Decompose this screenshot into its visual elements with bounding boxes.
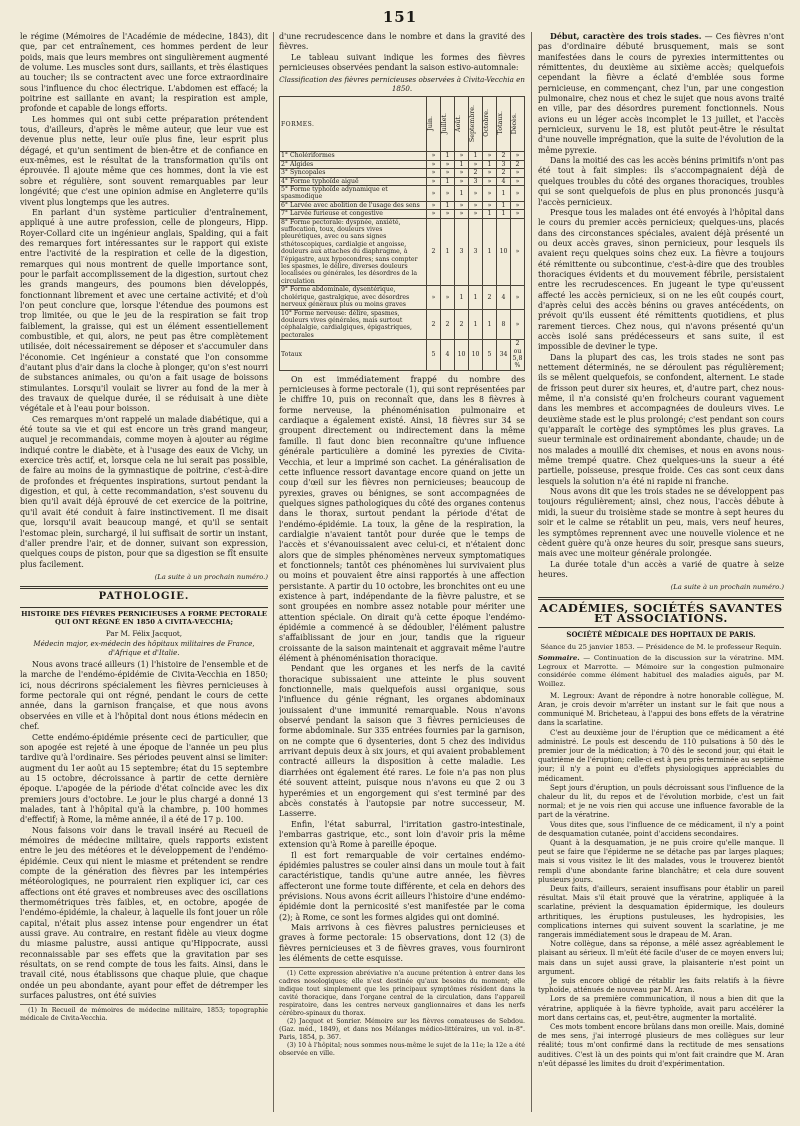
paragraph: Dans la moitié des cas les accès bénins primitifs n'ont pas été tout à fait simples: ils s'accompagnaient déjà de quelques troubles du côté des organes thoraciques, troubles qui se sont quelquefois de plus en plus prononcés jusqu'à l'accès pernicieux. xyxy=(538,156,784,207)
table-cell: 1° Cholériformes xyxy=(280,152,427,160)
table-cell: » xyxy=(469,160,483,168)
paragraph: Dans la plupart des cas, les trois stades ne sont pas nettement déterminés, ne se déroulent pas régulièrement; ils se mêlent quelquefois, se confondent, alternent. Le stade de frisson peut durer six heures, et, d'autre part, chez nous-même, il n'a consisté qu'en frolcheurs courant vaguement dans les membres et accompagnées de douleurs vives. Le deuxième stade est le plus prolongé; c'est pendant son cours qu'apparaît le cortège des symptômes les plus graves. La sueur terminale est ordinairement abondante, chaude; un de nos malades a mouillé dix chemises, et nous en avons nous-même trempé quatre. Chez quelques-uns la sueur a été partielle, poisseuse, presque froide. Ces cas sont ceux dans lesquels la solution n'a été ni rapide ni franche. xyxy=(538,352,784,486)
table-cell: 10° Forme nerveuse: délire, spasmes, douleurs vives générales, mais surtout céphalalgie, cardialgiques, épigastriques, pectorales xyxy=(280,309,427,340)
table-cell: » xyxy=(441,186,455,202)
paragraph: Mais arrivons à ces fièvres palustres pernicieuses et graves à forme pectorale: 15 observations, dont 12 (3) de fièvres pernicieuses et 3 de fièvres graves, vous fourniront les éléments de cette esquisse. xyxy=(279,922,525,963)
column-header: Juillet. xyxy=(441,97,455,152)
table-cell: » xyxy=(469,210,483,218)
table-cell: » xyxy=(483,186,497,202)
column-header: Octobre. xyxy=(483,97,497,152)
table-cell: » xyxy=(511,218,525,286)
paragraph: Lors de sa première communication, il nous a bien dit que la vératrine, appliquée à la fièvre typhoïde, avait paru accélérer la mort dans certains cas, et, peut-être, augmenter la mortalité. xyxy=(538,995,784,1022)
column-header: Totaux. xyxy=(497,97,511,152)
table-cell: » xyxy=(511,169,525,177)
table-cell: » xyxy=(455,177,469,185)
table-cell: 2° Algides xyxy=(280,160,427,168)
table-cell: 1 xyxy=(441,218,455,286)
paragraph: La durée totale d'un accès a varié de quatre à seize heures. xyxy=(538,559,784,579)
table-cell: 1 xyxy=(455,186,469,202)
table-cell: » xyxy=(427,286,441,309)
continuation-note: (La suite à un prochain numéro.) xyxy=(670,583,784,592)
table-cell: » xyxy=(427,186,441,202)
paragraph: Les hommes qui ont subi cette préparation prétendent tous, d'ailleurs, d'après le même auteur, que leur vue est devenue plus nette, leur ouïe plus fine, leur esprit plus dégagé, et qu'un sentiment de bien-être et de confiance en eux-mêmes, est le résultat de la transformation qu'ils ont éprouvée. Il ajoute même que ces hommes, dont la vie est sobre et régulière, sont souvent remarquables par leur longévité; que c'est une opinion admise en Angleterre qu'ils vivent plus longtemps que les autres. xyxy=(20,114,268,207)
table-cell: » xyxy=(427,169,441,177)
table-cell: » xyxy=(511,286,525,309)
table-cell: 1 xyxy=(483,160,497,168)
table-cell: » xyxy=(427,210,441,218)
footnotes xyxy=(279,967,525,1058)
table-cell: » xyxy=(427,160,441,168)
table-cell: » xyxy=(511,309,525,340)
table-cell: 1 xyxy=(497,201,511,209)
paragraph: En parlant d'un système particulier d'entraînement, appliqué à une autre profession, celle de plongeurs, Hipp. Royer-Collard cite un ingénieur anglais, Spalding, qui a fait des remarques fort intéressantes sur le rapport qui existe entre l'activité de la respiration et celle de la digestion, remarques qui nous montrent de quelle importance sont, pour le parfait accomplissement de la digestion, surtout chez les grands mangeurs, des poumons bien développés, fonctionnant librement et avec une certaine activité; et d'où l'on peut conclure que, lorsque l'étendue des poumons est trop limitée, ou que le jeu de la respiration se fait trop faiblement, la graisse, qui est un élément essentiellement combustible, et qui, alors, ne peut pas être complètement utilisée, doit nécessairement se déposer et s'accumuler dans l'économie. Cet ingénieur a constaté que l'on consomme d'autant plus d'air dans la cloche à plonger, qu'on s'est nourri de substances animales, ou qu'on a fait usage de boissons stimulantes. Lorsqu'il voulait se livrer au fond de la mer à des travaux de quelque durée, il se réduisait à une diète végétale et à l'eau pour boisson. xyxy=(20,207,268,414)
table-cell: » xyxy=(511,210,525,218)
table-cell: » xyxy=(511,152,525,160)
article-title: HISTOIRE DES FIÈVRES PERNICIEUSES A FORME PECTORALE QUI ONT RÉGNÉ EN 1850 A CIVITA-VECCHIA; xyxy=(21,609,267,627)
table-cell: » xyxy=(455,210,469,218)
paragraph: Nous avons tracé ailleurs (1) l'histoire de l'ensemble et de la marche de l'endémo-épidémie de Civita-Vecchia en 1850; ici, nous décrirons spécialement les fièvres pernicieuses à forme pectorale qui ont régné, pendant le cours de cette année, dans la garnison française, et que nous avons observées en ville et à l'hôpital dont nous étions médecin en chef. xyxy=(20,660,268,732)
paragraph: Quant à la desquamation, je ne puis croire qu'elle manque. Il peut se faire que l'épiderme ne se détache pas par larges plaques; mais si vous visitez le lit des malades, vous le trouverez bientôt rempli d'une abondante farine blanchâtre; et cela dure souvent plusieurs jours. xyxy=(538,839,784,884)
column-rule-left xyxy=(273,32,274,1112)
column-header: Juin. xyxy=(427,97,441,152)
table-cell: 1 xyxy=(483,218,497,286)
table-cell: 2 xyxy=(497,152,511,160)
table-row xyxy=(280,309,525,340)
column-header: Août. xyxy=(455,97,469,152)
section-divider xyxy=(20,607,268,608)
section-title-pathologie: PATHOLOGIE. xyxy=(98,591,190,603)
column-header-formes: FORMES. xyxy=(280,97,427,152)
footnote: (3) 10 à l'hôpital; nous sommes nous-même le sujet de la 11e; la 12e a été observée en ville. xyxy=(279,1042,525,1058)
table-cell: 10 xyxy=(497,218,511,286)
table-cell: 2 xyxy=(497,169,511,177)
footnote: (1) Cette expression abréviative n'a aucune prétention à entrer dans les cadres nosologiques; elle n'est destinée qu'aux besoins du moment; elle indique tout simplement que les principaux symptômes résident dans la cavité thoracique, dans l'organe central de la circulation, dans l'appareil respiratoire, dans les centres nerveux ganglionnaires et dans les nerfs cérébro-spinaux du thorax. xyxy=(279,970,525,1018)
table-cell: 4 xyxy=(441,340,455,371)
table-cell: 1 xyxy=(455,160,469,168)
table-cell: » xyxy=(441,210,455,218)
table-row xyxy=(280,152,525,160)
table-cell: 1 xyxy=(455,286,469,309)
paragraph: Ces remarques m'ont rappelé un malade diabétique, qui a été toute sa vie et qui est encore un très grand mangeur, auquel je recommandais, comme moyen à ajouter au régime indiqué contre le diabète, et à l'usage des eaux de Vichy, un exercice très actif, et, lorsque cela ne lui serait pas possible, de faire au moins de la gymnastique de poitrine, c'est-à-dire de profondes et fréquentes inspirations, surtout pendant la digestion, et qui, à cette recommandation, s'est souvenu du bien qu'il avait déjà éprouvé de cet exercice de la poitrine, qu'il avait été conduit à faire instinctivement. Il me disait que, lorsqu'il avait beaucoup mangé, et qu'il se sentait l'estomac plein, surchargé, il lui suffisait de sortir un instant, d'aller prendre l'air, et de donner, suivant son expression, quelques coups de piston, pour que sa digestion se fît ensuite plus facilement. xyxy=(20,414,268,569)
table-cell: » xyxy=(427,177,441,185)
paragraph: Sept jours d'éruption, un pouls décroissant sous l'influence de la chaleur du lit, du repos et de l'évolution morbide, c'est un fait normal; et je ne vois rien qui accuse une influence favorable de la part de la vératrine. xyxy=(538,783,784,820)
table-cell: 3 xyxy=(469,177,483,185)
table-cell: 2 xyxy=(483,286,497,309)
table-row xyxy=(280,169,525,177)
table-row xyxy=(280,218,525,286)
table-cell: 10 xyxy=(455,340,469,371)
table-cell: 2 xyxy=(441,309,455,340)
paragraph: Ces mots tombent encore brûlans dans mon oreille. Mais, dominé de mes sens, j'ai interrogé plusieurs de mes collègues sur leur réalité; tous m'ont confirmé dans la rectitude de mes sensations auditives. C'est là un des points qui m'ont fait craindre que M. Aran n'eût dépassé les limites du droit d'expérimentation. xyxy=(538,1023,784,1068)
column-left xyxy=(20,32,268,1114)
table-cell: 1 xyxy=(469,286,483,309)
paragraph: Cette endémo-épidémie présente ceci de particulier, que son apogée est rejeté à une époque de l'année un peu plus tardive qu'à l'ordinaire. Ses périodes peuvent ainsi se limiter: augment du 1er août au 15 septembre; état du 15 septembre au 15 octobre, décroissance à partir de cette dernière époque. L'apogée de la période d'état coïncide avec les dix premiers jours d'octobre. Le jour le plus chargé a donné 13 malades, tant à l'hôpital qu'à la chambre, p. 100 hommes d'effectif; à Rome, la même année, il a été de 17 p. 100. xyxy=(20,732,268,825)
paragraph: d'une recrudescence dans le nombre et dans la gravité des fièvres. xyxy=(279,32,525,52)
table-cell: 34 xyxy=(497,340,511,371)
paragraph: le régime (Mémoires de l'Académie de médecine, 1843), dit que, par cet entraînement, ces hommes perdent de leur poids, mais que leurs membres ont singulièrement augmenté de volume. Les muscles sont durs, saillants, et très élastiques au toucher; ils se contractent avec une force extraordinaire sous l'influence du choc électrique. L'abdomen est effacé; la poitrine est saillante en avant; la respiration est ample, profonde et capable de longs efforts. xyxy=(20,32,268,114)
table-cell: 1 xyxy=(469,309,483,340)
table-cell: 6° Larvée avec abolition de l'usage des sens xyxy=(280,201,427,209)
section-divider xyxy=(538,627,784,628)
table-caption: Classification des fièvres pernicieuses observées à Civita-Vecchia en 1850. xyxy=(279,75,525,94)
column-rule-right xyxy=(531,32,532,1112)
table-cell: 5° Forme typhoïde adynamique et spasmodique xyxy=(280,186,427,202)
paragraph: Deux faits, d'ailleurs, seraient insuffisans pour établir un pareil résultat. Mais s'il était prouvé que la vératrine, appliquée à la scarlatine, prévient la desquamation épidermique, les douleurs arthritiques, les éruptions pustuleuses, les hydropisies, les complications internes qui suivent souvent la scarlatine, je me rangerais immédiatement sous le drapeau de M. Aran. xyxy=(538,885,784,940)
table-cell: » xyxy=(483,177,497,185)
table-cell: » xyxy=(455,201,469,209)
table-cell: 2 xyxy=(469,169,483,177)
footnote: (1) In Recueil de mémoires de médecine militaire, 1853; topographie médicale de Civita-Vecchia. xyxy=(20,1007,268,1023)
paragraph: On est immédiatement frappé du nombre des pernicieuses à forme pectorale (1), qui sont représentées par le chiffre 10, puis on reconnaît que, dans les 8 fièvres à forme nerveuse, la phénoménisation pulmonaire et cardiaque a également existé. Ainsi, 18 fièvres sur 34 se groupent directement ou indirectement dans la même famille. Il faut donc bien reconnaître qu'une influence générale particulière a dominé les pyrexies de Civita-Vecchia, et leur a imprimé son cachet. La généralisation de cette influence ressort davantage encore quand on jette un coup d'œil sur les fièvres non pernicieuses; beaucoup de pyrexies, graves ou bénignes, se sont accompagnées de quelques signes pathologiques du côté des organes contenus dans le thorax, surtout pendant la période d'état de l'endémo-épidémie. La toux, la gêne de la respiration, la cardialgie n'avaient tantôt pour durée que le temps de l'accès et s'évanouissaient avec celui-ci, et n'étaient donc alors que de simples phénomènes nerveux symptomatiques et fonctionnels; tantôt ces phénomènes lui survivaient plus ou moins et pouvaient être ainsi rapportés à une affection persistante. A partir du 10 octobre, les bronchites ont eu une existence à part, indépendante de la fièvre palustre, et se sont groupées en nombre assez notable pour mériter une attention spéciale. On dirait qu'à cette époque l'endémo-épidémie a commencé à se dédoubler, l'élément palustre s'affaiblissant de jour en jour, tandis que la rigueur croissante de la saison maintenait et aggravait même l'autre élément à phénoménisation thoracique. xyxy=(279,374,525,664)
table-cell: 2 xyxy=(511,160,525,168)
table-cell: » xyxy=(511,186,525,202)
table-cell: 2 ou 5,8 % xyxy=(511,340,525,371)
table-cell: 3° Syncopales xyxy=(280,169,427,177)
table-cell: 4° Forme typhoïde aiguë xyxy=(280,177,427,185)
paragraph: Il est fort remarquable de voir certaines endémo-épidémies palustres se couler ainsi dans un moule tout à fait caractéristique, tandis qu'une autre année, les fièvres affecteront une forme toute différente, et cela en dehors des prévisions. Nous avons écrit ailleurs l'histoire d'une endémo-épidémie dont la pernicosité s'est manifestée par le coma (2); à Rome, ce sont les formes algides qui ont dominé. xyxy=(279,850,525,922)
paragraph: Notre collègue, dans sa réponse, a mêlé assez agréablement le plaisant au sérieux. Il m'eût été facile d'user de ce moyen envers lui; mais dans un sujet aussi grave, la plaisanterie n'est point un argument. xyxy=(538,940,784,976)
table-cell: » xyxy=(441,169,455,177)
table-cell: 1 xyxy=(497,210,511,218)
table-cell: 3 xyxy=(469,218,483,286)
footnote: (2) Jacquot et Sonrier. Mémoire sur les fièvres comateuses de Sebdou. (Gaz. méd., 1849), et dans nos Mélanges médico-littéraires, un vol. in-8°. Paris, 1854, p. 367. xyxy=(279,1018,525,1042)
table-cell: » xyxy=(427,201,441,209)
table-row xyxy=(280,177,525,185)
table-cell: 1 xyxy=(469,152,483,160)
paragraph: Je suis encore obligé de rétablir les faits relatifs à la fièvre typhoïde, atténués de nouveau par M. Aran. xyxy=(538,977,784,995)
column-middle xyxy=(279,32,525,1114)
table-cell: 1 xyxy=(483,210,497,218)
seance-line: Séance du 25 janvier 1853. — Présidence de M. le professeur Requin. xyxy=(540,642,782,651)
column-right xyxy=(538,32,784,1114)
table-cell: » xyxy=(483,201,497,209)
paragraph: Pendant que les organes et les nerfs de la cavité thoracique subissaient une atteinte le plus souvent fonctionnelle, mais quelquefois aussi organique, sous l'influence du génie régnant, les organes abdominaux jouissaient d'une immunité remarquable. Nous n'avons observé pendant la saison que 3 fièvres pernicieuses de forme abdominale. Sur 335 entrées fournies par la garnison, on ne compte que 6 dysenteries, dont 5 chez des individus arrivant depuis deux à six jours, et qui avaient probablement contracté ailleurs la disposition à cette maladie. Les diarrhées ont également été rares. Le foie n'a pas non plus été souvent atteint, puisque nous n'avons eu que 2 ou 3 hyperémies et un engorgement qui s'est terminé par des abcès constatés à l'autopsie par notre successeur, M. Lasserre. xyxy=(279,664,525,819)
table-cell: 1 xyxy=(441,177,455,185)
table-row xyxy=(280,210,525,218)
section-divider xyxy=(538,597,784,600)
table-header-row xyxy=(280,97,525,152)
paragraph-lead: Début, caractère des trois stades. xyxy=(550,32,702,41)
table-cell: » xyxy=(455,152,469,160)
continuation-note: (La suite à un prochain numéro.) xyxy=(154,572,268,581)
table-cell: 1 xyxy=(497,186,511,202)
table-cell: » xyxy=(441,286,455,309)
section-divider xyxy=(20,586,268,589)
paragraph: C'est au deuxième jour de l'éruption que ce médicament a été administré. Le pouls est descendu de 110 pulsations à 50 dès le premier jour de la médication; à 70 dès le second jour, qui était le quatrième de l'éruption; celle-ci est à peu près terminée au septième jour; il n'y a point eu d'effets physiologiques appréciables du médicament. xyxy=(538,728,784,783)
table-cell: 2 xyxy=(427,218,441,286)
table-cell: » xyxy=(469,201,483,209)
table-cell: 8 xyxy=(497,309,511,340)
summary-lead: Sommaire. xyxy=(538,653,580,662)
table-cell: 10 xyxy=(469,340,483,371)
table-cell: » xyxy=(483,152,497,160)
paragraph: Nous faisons voir dans le travail inséré au Recueil de mémoires de médecine militaire, quels rapports existent entre le jeu des météores et le développement de l'endémo-épidémie. Ceux qui nient le miasme et prétendent se rendre compte de la génération des fièvres par les intempéries météorologiques, ne pourraient rien expliquer ici, car ces affections ont été graves et nombreuses avec des oscillations thermométriques très faibles, et, en octobre, apogée de l'endémo-épidémie, la chaleur, à laquelle ils font jouer un rôle capital, n'était plus assez intense pour engendrer un état aussi grave. Au contraire, en restant fidèle au vieux dogme du miasme palustre, aussi antique qu'Hippocrate, aussi reconnaissable par ses effets que la gravitation par ses résultats, on se rend compte de tous les faits. Ainsi, dans le travail cité, nous établissons que chaque pluie, que chaque ondée un peu abondante, ayant pour effet de détremper les surfaces palustres, ont été suivies xyxy=(20,825,268,1001)
table-cell: 2 xyxy=(427,309,441,340)
table-cell: » xyxy=(511,201,525,209)
table-cell: » xyxy=(441,160,455,168)
table-cell: 5 xyxy=(483,340,497,371)
table-cell: » xyxy=(469,186,483,202)
footnotes xyxy=(20,1004,268,1023)
section-title-academies: ACADÉMIES, SOCIÉTÉS SAVANTES ET ASSOCIATIONS. xyxy=(539,600,783,625)
table-cell: 1 xyxy=(441,152,455,160)
table-cell: 1 xyxy=(483,309,497,340)
table-cell: 8° Forme pectorale: dyspnée, anxiété, suffocation, toux, douleurs vives pleurétiques, avec ou sans signes sthétoscopiques, cardialgie et angoisse, douleurs aux attaches du diaphragme, à l'épigastre, aux hypocondres; sans compter les spasmes, le délire, diverses douleurs localisées ou générales, les désordres de la circulation xyxy=(280,218,427,286)
summary-text: — Continuation de la discussion sur la vératrine. MM. Legroux et Marrotte. — Mémoire sur la congestion pulmonaire considérée comme élément habituel des maladies aiguës, par M. Woillez. xyxy=(538,653,784,689)
table-cell: 4 xyxy=(497,177,511,185)
table-cell: 3 xyxy=(455,218,469,286)
society-minutes xyxy=(538,692,784,1069)
session-summary xyxy=(538,654,784,689)
paragraph: Le tableau suivant indique les formes des fièvres pernicieuses observées pendant la saison estivo-automnale: xyxy=(279,52,525,73)
table-cell: 5 xyxy=(427,340,441,371)
column-header: Décès. xyxy=(511,97,525,152)
table-row xyxy=(280,186,525,202)
page-number: 151 xyxy=(382,8,418,26)
table-row xyxy=(280,201,525,209)
fever-classification-table xyxy=(279,96,525,370)
table-cell: » xyxy=(511,177,525,185)
table-cell: » xyxy=(427,152,441,160)
paragraph: Enfin, l'état saburral, l'irritation gastro-intestinale, l'embarras gastrique, etc., sont loin d'avoir pris la même extension qu'à Rome à pareille époque. xyxy=(279,819,525,850)
table-cell: 9° Forme abdominale, dysentérique, cholérique, gastralgique, avec désordres nerveux généraux plus ou moins graves xyxy=(280,286,427,309)
table-row xyxy=(280,160,525,168)
table-cell: 1 xyxy=(441,201,455,209)
table-cell: » xyxy=(455,169,469,177)
paragraph: Nous avons dit que les trois stades ne se développent pas toujours régulièrement; ainsi, chez nous, l'accès débute à midi, la sueur du troisième stade se montre à sept heures du soir et le calme se rétablit un peu, mais, vers neuf heures, les symptômes reprennent avec une nouvelle violence et ne cèdent guère qu'à onze heures du soir, presque sans sueurs, mais avec une moiteur générale prolongée. xyxy=(538,487,784,559)
table-row xyxy=(280,286,525,309)
paragraph: Presque tous les malades ont été envoyés à l'hôpital dans le cours du premier accès pernicieux; quelques-uns, placés dans des circonstances spéciales, avaient déjà présenté un ou deux accès graves, sinon pernicieux, pour lesquels ils avaient reçu quelques soins chez eux. La fièvre a toujours été rémittente ou subcontinue, c'est-à-dire que des troubles thoraciques évidents et du mouvement fébrile, persistaient entre les recrudescences. En jugeant le type qu'eussent affecté les accès pernicieux, si on ne les eût coupés court, d'après celui des accès bénins ou graves antécédents, on prévoit qu'ils eussent été rémittents quotidiens, et plus rarement tierces. Chez nous, qui n'avons présenté qu'un accès isolé sans prédécesseurs et sans suite, il est impossible de deviner le type. xyxy=(538,207,784,352)
article-byline: Par M. Félix Jacquot, xyxy=(105,628,183,638)
table-cell: » xyxy=(483,169,497,177)
table-cell: 2 xyxy=(455,309,469,340)
paragraph: Vous dites que, sous l'influence de ce médicament, il n'y a point de desquamation cutanée, point d'accidens secondaires. xyxy=(538,820,784,838)
article-affiliation: Médecin major, ex-médecin des hôpitaux militaires de France, d'Afrique et d'Italie. xyxy=(33,639,255,657)
society-title: SOCIÉTÉ MÉDICALE DES HOPITAUX DE PARIS. xyxy=(566,630,756,640)
table-total-row xyxy=(280,340,525,371)
paragraph: M. Legroux: Avant de répondre à notre honorable collègue, M. Aran, je crois devoir m'arrêter un instant sur le fait que nous a communiqué M. Bricheteau, à l'appui des bons effets de la vératrine dans la scarlatine. xyxy=(538,691,784,728)
paragraph-text: — Ces fièvres n'ont pas d'ordinaire débuté brusquement, mais se sont manifestées dans le cours de pyrexies intermittentes ou rémittentes, du deuxième au sixième accès; quelquefois cependant la fièvre a éclaté d'emblée sous forme pernicieuse, en commençant, chez l'un, par une congestion pulmonaire, chez nous et chez le sujet que nous avons traité en ville, par des désordres purement fonctionnels. Nous avions eu un léger accès incomplet le 13 juillet, et l'accès pernicieux, survenu le 18, est plutôt peut-être le résultat d'une nouvelle imprégnation, que la suite de l'évolution de la même pyrexie. xyxy=(538,32,784,155)
table-cell: Totaux xyxy=(280,340,427,371)
column-header: Septembre. xyxy=(469,97,483,152)
table-cell: 7° Larvée furieuse et congestive xyxy=(280,210,427,218)
table-cell: 3 xyxy=(497,160,511,168)
table-cell: 4 xyxy=(497,286,511,309)
paragraph xyxy=(538,32,784,156)
